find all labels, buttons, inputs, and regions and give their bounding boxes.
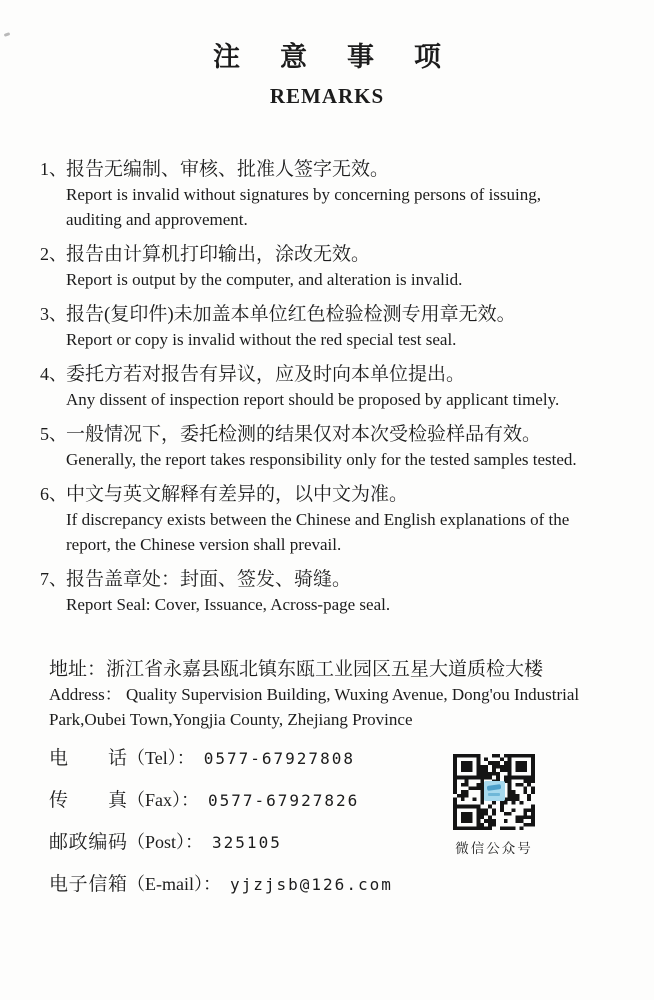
remark-cn: 报告无编制、审核、批准人签字无效。 [66,159,390,180]
page-subtitle: REMARKS [269,84,385,108]
remark-cn: 中文与英文解释有差异的，以中文为准。 [66,484,409,505]
contact-row-fax [49,788,654,813]
remark-en: If discrepancy exists between the Chinese and English explanations of the [66,510,570,529]
address-en-line1: Address： Quality Supervision Building, Wuxing Avenue, Dong'ou Industrial [49,685,580,704]
tel-label-cn: 电话 [49,748,127,769]
remark-item-6 [40,482,620,557]
contact-row-email [49,872,654,897]
remark-number: 4、 [40,364,67,384]
page-title: 注意事项 [213,42,481,72]
logo-mark-icon [488,793,500,796]
remark-cn: 一般情况下，委托检测的结果仅对本次受检验样品有效。 [66,424,542,445]
remark-item-5 [40,422,620,472]
address-en-line2: Park,Oubei Town,Yongjia County, Zhejiang Province [49,710,413,729]
remark-en: Report or copy is invalid without the red special test seal. [66,330,457,349]
remark-body [66,302,620,352]
remark-body [66,362,620,412]
fax-value: 0577-67927826 [208,791,360,810]
remark-item-3 [40,302,620,352]
remark-cn: 报告由计算机打印输出，涂改无效。 [66,244,371,265]
fax-label-cn: 传真 [49,790,127,811]
remarks-list [0,157,654,617]
email-label-en: （E-mail）： [127,874,221,894]
contact-section [49,746,654,897]
contact-row-post [49,830,654,855]
address-cn: 地址：浙江省永嘉县瓯北镇东瓯工业园区五星大道质检大楼 [49,659,544,680]
remark-en: Report is output by the computer, and alteration is invalid. [66,270,463,289]
contact-row-tel [49,746,654,771]
remark-en: Generally, the report takes responsibility only for the tested samples tested. [66,450,577,469]
tel-value: 0577-67927808 [203,749,355,768]
remark-cn: 报告盖章处：封面、签发、骑缝。 [66,569,352,590]
remark-body [66,157,620,232]
remark-number: 5、 [40,424,67,444]
post-label-cn: 邮政编码 [49,832,127,853]
remark-item-7 [40,567,620,617]
qr-caption: 微信公众号 [455,841,533,856]
remark-number: 2、 [40,244,67,264]
fax-label-en: （Fax）： [127,790,199,810]
remark-item-2 [40,242,620,292]
address-block [49,657,624,732]
remark-cn: 报告(复印件)未加盖本单位红色检验检测专用章无效。 [66,304,516,325]
wechat-logo-icon [484,781,505,801]
logo-mark-icon [487,784,502,791]
remark-body [66,422,620,472]
post-label-en: （Post）： [127,832,204,852]
remark-en: Report is invalid without signatures by concerning persons of issuing, [66,185,541,204]
tel-label-en: （Tel）： [127,748,195,768]
remark-en: auditing and approvement. [66,210,248,229]
remark-number: 7、 [40,569,67,589]
remark-item-4 [40,362,620,412]
post-value: 325105 [212,833,282,852]
remark-number: 3、 [40,304,67,324]
remark-number: 1、 [40,159,67,179]
remark-item-1 [40,157,620,232]
qr-block [449,754,539,857]
remark-en: report, the Chinese version shall prevail. [66,535,342,554]
remark-number: 6、 [40,484,67,504]
remark-body [66,567,620,617]
qr-code-icon [453,754,535,830]
remark-en: Report Seal: Cover, Issuance, Across-page seal. [66,595,391,614]
remark-en: Any dissent of inspection report should be proposed by applicant timely. [66,390,560,409]
email-label-cn: 电子信箱 [49,874,127,895]
remark-body [66,242,620,292]
remark-cn: 委托方若对报告有异议，应及时向本单位提出。 [66,364,466,385]
email-value: yjzjsb@126.com [229,875,393,894]
remark-body [66,482,620,557]
